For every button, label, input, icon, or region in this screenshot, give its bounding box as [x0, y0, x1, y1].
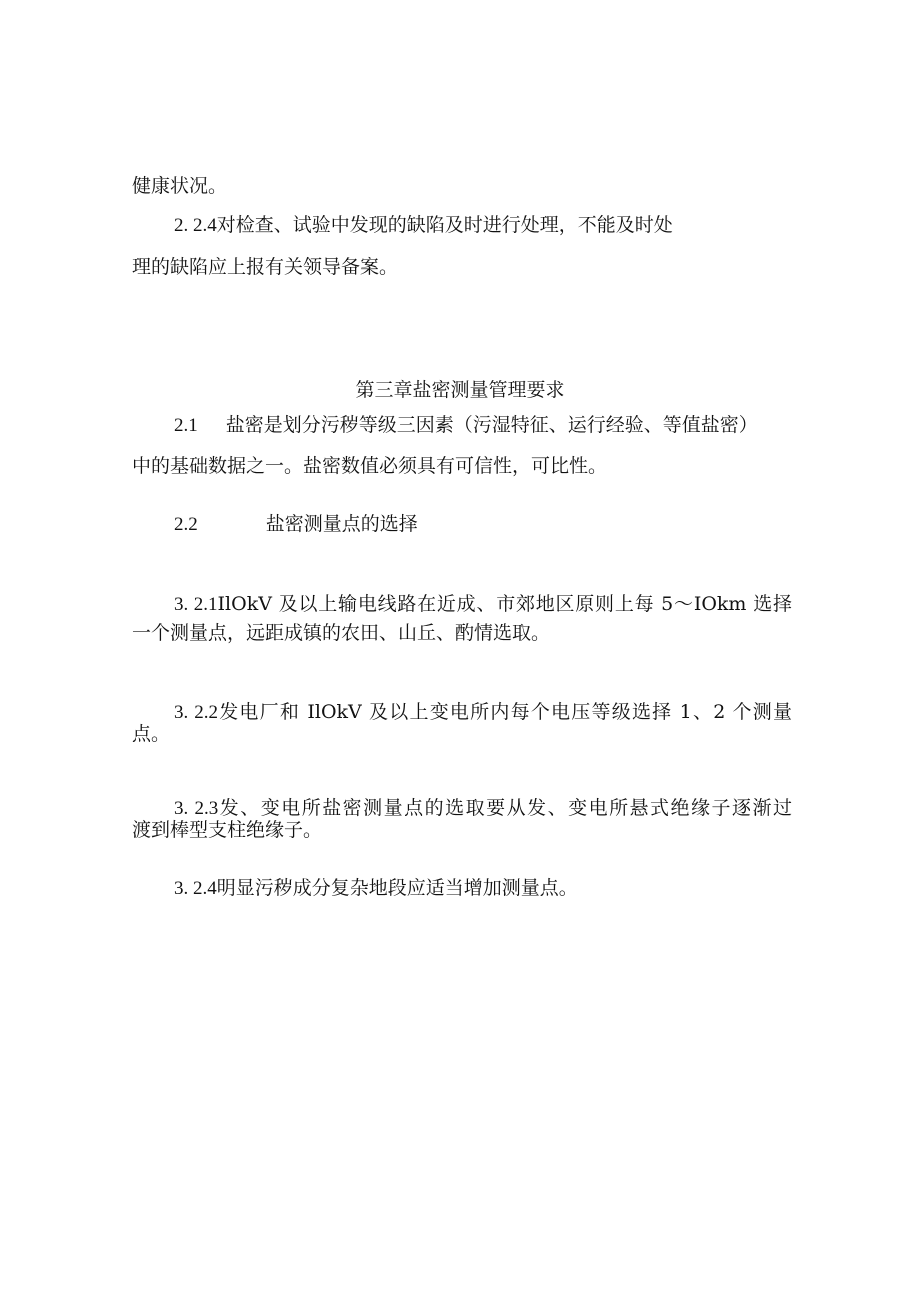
item-text: 盐密测量点的选择 — [265, 513, 418, 535]
list-item-2-1-first-line — [174, 413, 758, 438]
item-text: 发电厂和 IlOkV 及以上变电所内每个电压等级选择 1、2 个测量 — [217, 701, 793, 723]
chapter-title: 第三章盐密测量管理要求 — [355, 379, 565, 401]
list-item-2-2-4-second-line: 理的缺陷应上报有关领导备案。 — [132, 256, 399, 278]
item-number: 2.1 — [174, 415, 198, 436]
list-item-3-2-1-second-line: 一个测量点，远距成镇的农田、山丘、酌情选取。 — [132, 622, 551, 644]
item-number: 3. 2.1 — [174, 594, 218, 615]
list-item-2-2-4-first-line — [174, 213, 673, 238]
item-number: 2.2 — [174, 514, 198, 535]
item-text: IlOkV 及以上输电线路在近成、市郊地区原则上每 5～IOkm 选择 — [217, 593, 793, 615]
list-item-3-2-2-first-line — [174, 700, 792, 725]
item-text: 对检查、试验中发现的缺陷及时进行处理，不能及时处 — [216, 214, 673, 236]
list-item-3-2-3-second-line: 渡到棒型支柱绝缘子。 — [132, 819, 323, 841]
paragraph-tail-line: 健康状况。 — [132, 175, 228, 197]
list-item-2-2 — [174, 512, 418, 537]
item-number: 3. 2.2 — [174, 702, 218, 723]
list-item-2-1-second-line: 中的基础数据之一。盐密数值必须具有可信性，可比性。 — [132, 455, 608, 477]
list-item-3-2-2-second-line: 点。 — [132, 723, 171, 745]
list-item-3-2-1-first-line — [174, 592, 792, 617]
list-item-3-2-4 — [174, 876, 578, 901]
item-number: 2. 2.4 — [174, 215, 217, 236]
item-number: 3. 2.4 — [174, 878, 217, 899]
item-text: 发、变电所盐密测量点的选取要从发、变电所悬式绝缘子逐渐过 — [218, 797, 792, 819]
item-text: 明显污秽成分复杂地段应适当增加测量点。 — [216, 877, 578, 899]
item-number: 3. 2.3 — [174, 798, 219, 819]
item-text: 盐密是划分污秽等级三因素（污湿特征、运行经验、等值盐密） — [225, 414, 758, 436]
